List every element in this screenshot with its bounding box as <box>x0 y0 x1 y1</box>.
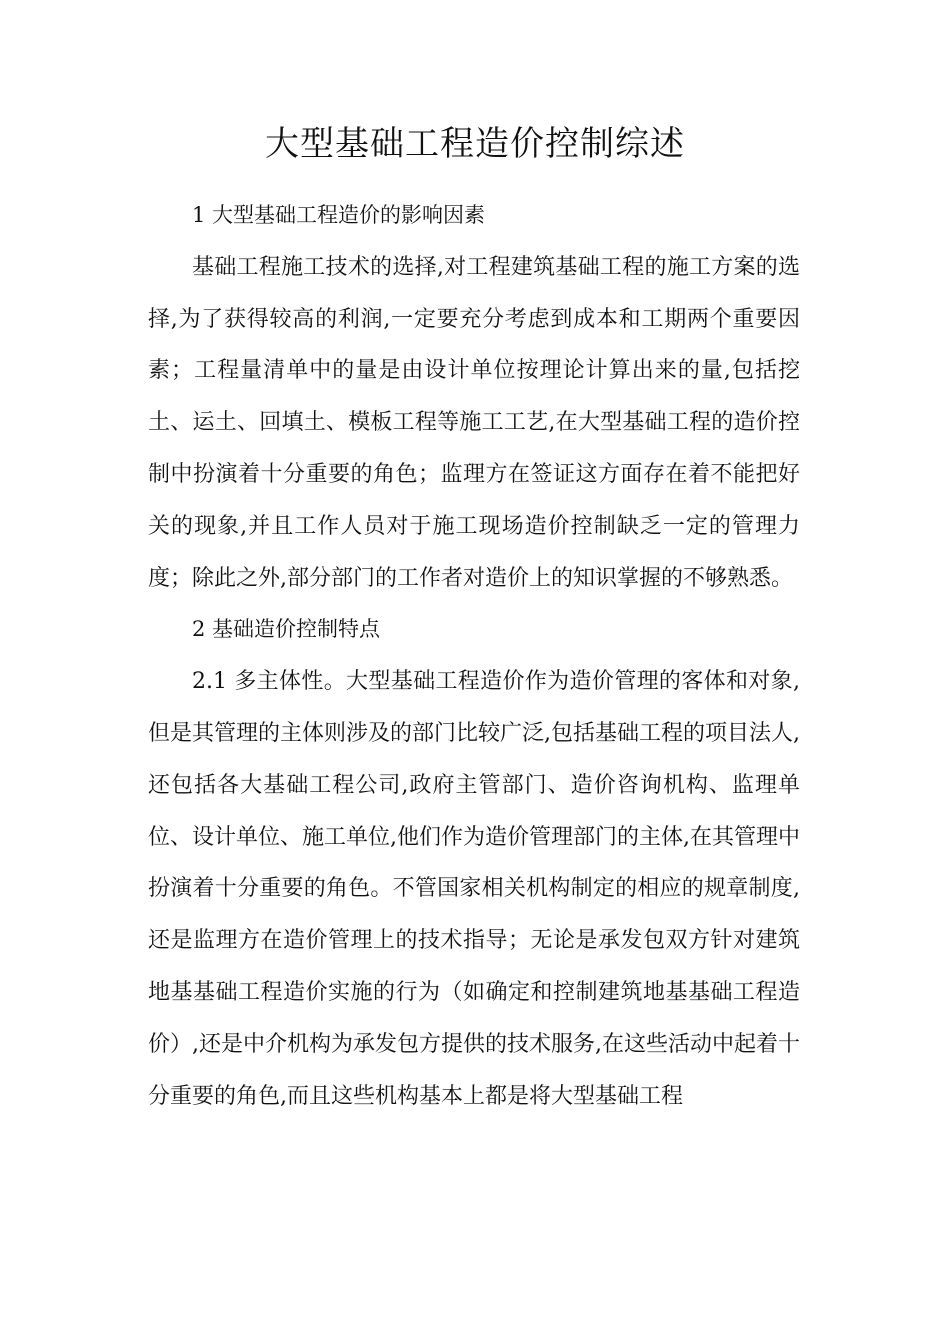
document-body <box>148 190 800 1122</box>
document-title: 大型基础工程造价控制综述 <box>265 124 685 164</box>
section-1-paragraph: 基础工程施工技术的选择,对工程建筑基础工程的施工方案的选择,为了获得较高的利润,一定要充分考虑到成本和工期两个重要因素；工程量清单中的量是由设计单位按理论计算出来的量,包括挖土、运土、回填土、模板工程等施工工艺,在大型基础工程的造价控制中扮演着十分重要的角色；监理方在签证这方面存在着不能把好关的现象,并且工作人员对于施工现场造价控制缺乏一定的管理力度；除此之外,部分部门的工作者对造价上的知识掌握的不够熟悉。 <box>148 254 800 591</box>
section-2-1-paragraph: 2.1 多主体性。大型基础工程造价作为造价管理的客体和对象,但是其管理的主体则涉及的部门比较广泛,包括基础工程的项目法人,还包括各大基础工程公司,政府主管部门、造价咨询机构、监理单位、设计单位、施工单位,他们作为造价管理部门的主体,在其管理中扮演着十分重要的角色。不管国家相关机构制定的相应的规章制度,还是监理方在造价管理上的技术指导；无论是承发包双方针对建筑地基基础工程造价实施的行为（如确定和控制建筑地基基础工程造价）,还是中介机构为承发包方提供的技术服务,在这些活动中起着十分重要的角色,而且这些机构基本上都是将大型基础工程 <box>148 669 800 1109</box>
section-1-heading: 1 大型基础工程造价的影响因素 <box>192 203 486 227</box>
section-2-heading: 2 基础造价控制特点 <box>192 617 381 642</box>
